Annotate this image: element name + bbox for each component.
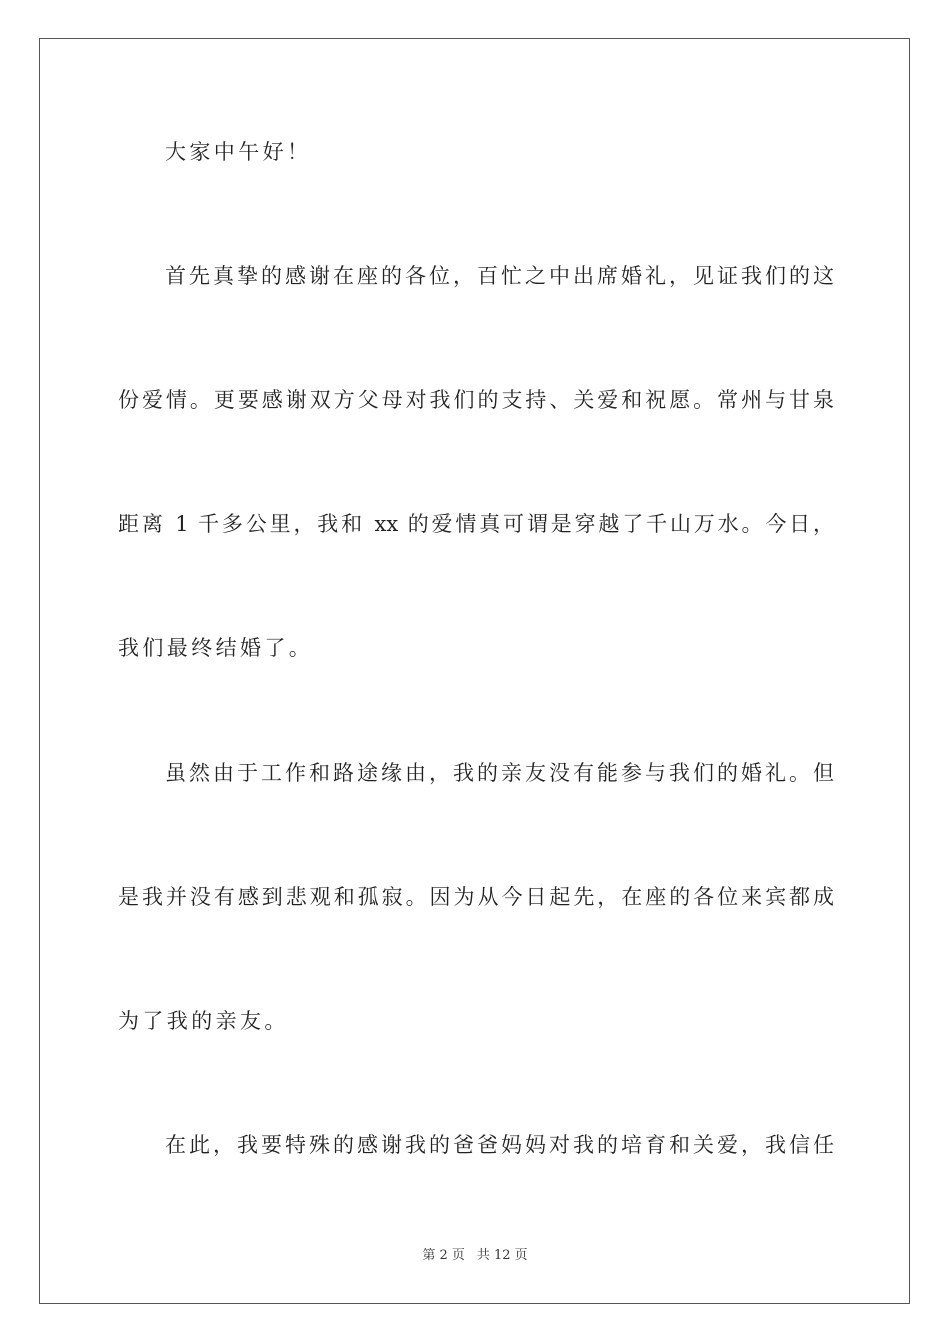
paragraph-line: 距离 1 千多公里，我和 xx 的爱情真可谓是穿越了千山万水。今日， — [118, 512, 834, 536]
page-border — [39, 38, 910, 1304]
page-footer — [0, 1247, 950, 1265]
paragraph-line: 份爱情。更要感谢双方父母对我们的支持、关爱和祝愿。常州与甘泉 — [118, 388, 834, 412]
paragraph-line: 为了我的亲友。 — [118, 1009, 289, 1033]
page-total: 共 12 页 — [476, 1248, 528, 1263]
paragraph-line-greeting: 大家中午好！ — [165, 140, 312, 164]
page-number: 第 2 页 — [422, 1248, 465, 1263]
paragraph-line: 在此，我要特殊的感谢我的爸爸妈妈对我的培育和关爱，我信任 — [165, 1133, 834, 1157]
paragraph-line: 虽然由于工作和路途缘由，我的亲友没有能参与我们的婚礼。但 — [165, 761, 834, 785]
paragraph-line: 我们最终结婚了。 — [118, 636, 314, 660]
paragraph-line: 首先真挚的感谢在座的各位，百忙之中出席婚礼，见证我们的这 — [165, 264, 834, 288]
paragraph-line: 是我并没有感到悲观和孤寂。因为从今日起先，在座的各位来宾都成 — [118, 885, 834, 909]
